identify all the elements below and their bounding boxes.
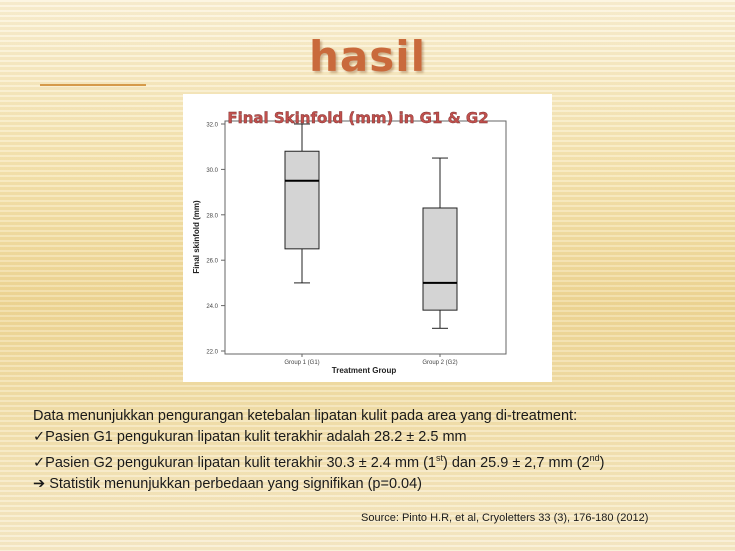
y-tick-label: 24.0 — [206, 304, 218, 311]
boxplot-chart — [183, 94, 552, 382]
chart-title: Final Skinfold (mm) in G1 & G2 — [227, 109, 489, 127]
source-citation: Source: Pinto H.R, et al, Cryoletters 33 (3), 176-180 (2012) — [361, 512, 649, 524]
iqr-box — [423, 208, 457, 310]
y-tick-label: 30.0 — [206, 167, 218, 174]
check-icon: ✓ — [33, 454, 46, 471]
title-underline — [40, 84, 146, 86]
slide-title: hasil — [308, 32, 427, 81]
y-tick-label: 28.0 — [206, 213, 218, 220]
bullet-statistik: ➔ Statistik menunjukkan perbedaan yang signifikan (p=0.04) — [33, 475, 422, 492]
arrow-right-icon: ➔ — [33, 475, 46, 492]
x-axis-label: Treatment Group — [331, 366, 397, 375]
intro-line: Data menunjukkan pengurangan ketebalan lipatan kulit pada area yang di-treatment: — [33, 408, 578, 424]
x-tick-label: Group 2 (G2) — [422, 360, 458, 366]
plot-frame — [225, 121, 506, 354]
y-axis-label: Final skinfold (mm) — [192, 200, 201, 274]
x-tick-label: Group 1 (G1) — [284, 360, 320, 366]
bullet-g1: ✓Pasien G1 pengukuran lipatan kulit terakhir adalah 28.2 ± 2.5 mm — [33, 429, 467, 445]
check-icon: ✓ — [33, 429, 46, 445]
y-tick-label: 32.0 — [206, 122, 218, 129]
iqr-box — [285, 151, 319, 249]
bullet-g2: ✓Pasien G2 pengukuran lipatan kulit terakhir 30.3 ± 2.4 mm (1st) dan 25.9 ± 2,7 mm (2nd) — [33, 453, 605, 471]
findings-text — [33, 406, 713, 495]
y-tick-label: 26.0 — [206, 258, 218, 265]
y-tick-label: 22.0 — [206, 349, 218, 356]
chart-panel — [183, 94, 552, 382]
